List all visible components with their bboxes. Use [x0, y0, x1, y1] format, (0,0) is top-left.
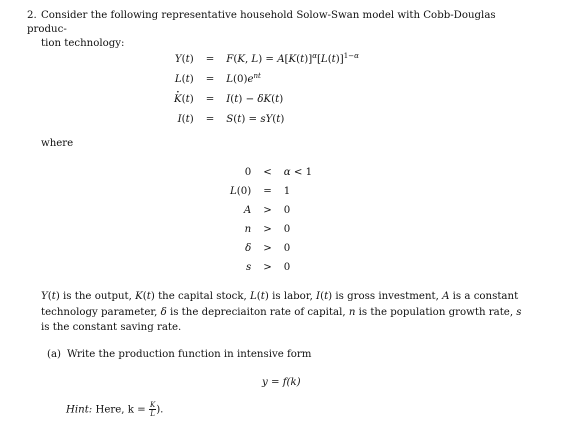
parameter-conditions — [224, 163, 318, 277]
condition-relation: > — [263, 261, 272, 273]
part-a-question — [47, 348, 311, 362]
condition-lhs: L(0) — [230, 185, 252, 197]
model-equation-row — [168, 70, 365, 90]
condition-rhs: 0 — [283, 204, 291, 216]
fraction-numerator: K — [149, 401, 156, 409]
parameter-condition-row — [224, 163, 318, 182]
condition-relation: = — [263, 185, 272, 197]
parameter-condition-row — [224, 239, 318, 258]
parameter-condition-row — [224, 258, 318, 277]
hint-label: Hint: — [66, 404, 93, 416]
condition-relation: > — [263, 204, 272, 216]
equation-relation: = — [205, 74, 215, 86]
problem-number: 2. — [27, 10, 37, 21]
equation-lhs: Y(t) — [174, 54, 194, 66]
variable-definitions: Y(t) is the output, K(t) the capital stock, L(t) is labor, I(t) is gross investment, A is a constant technology parameter, δ is the depreciaiton rate of capital, n is the population growth rate, s is the constant saving rate. — [41, 291, 522, 334]
model-equation-row — [168, 90, 365, 110]
condition-rhs: 0 — [283, 242, 291, 254]
equation-rhs: S(t) = sY(t) — [226, 114, 285, 126]
hint-text-suffix: ). — [156, 404, 164, 416]
equation-lhs: · K(t) — [168, 90, 200, 110]
condition-lhs: s — [245, 261, 252, 273]
model-equations — [168, 50, 365, 130]
part-a-text: Write the production function in intensive form — [67, 349, 312, 360]
condition-lhs: 0 — [244, 166, 252, 178]
equation-relation: = — [205, 54, 215, 66]
model-equation-row — [168, 110, 365, 130]
equation-rhs: $L(0)e^{nt}$ — [226, 72, 261, 86]
condition-relation: > — [263, 223, 272, 235]
condition-lhs: A — [243, 204, 252, 216]
equation-lhs: L(t) — [174, 74, 194, 86]
hint — [66, 401, 163, 418]
fraction-denominator: L — [150, 410, 155, 418]
where-label: where — [41, 138, 74, 149]
condition-relation: < — [263, 166, 272, 178]
condition-lhs: δ — [245, 242, 252, 254]
problem-intro-line2: tion technology: — [41, 37, 125, 49]
equation-relation: = — [205, 114, 215, 126]
parameter-condition-row — [224, 201, 318, 220]
intensive-form-equation: y = f(k) — [262, 377, 301, 388]
model-equation-row — [168, 50, 365, 70]
condition-rhs: 0 — [283, 261, 291, 273]
part-a-label: (a) — [47, 349, 62, 360]
parameter-condition-row — [224, 220, 318, 239]
problem-statement — [27, 9, 537, 50]
equation-rhs: F(K, $L) = A[K(t)]^\alpha[L(t)]^{1-\alpha}$ — [226, 52, 359, 66]
equation-lhs: I(t) — [177, 114, 194, 126]
problem-intro-line1: Consider the following representative household Solow-Swan model with Cobb-Douglas produc- — [27, 10, 496, 35]
condition-rhs: 0 — [283, 223, 291, 235]
equation-rhs: I(t) − δK(t) — [226, 94, 284, 106]
condition-lhs: n — [244, 223, 252, 235]
hint-text-prefix: Here, k = — [95, 404, 149, 416]
equation-relation: = — [205, 94, 215, 106]
parameter-condition-row — [224, 182, 318, 201]
condition-rhs: α < 1 — [283, 166, 313, 178]
condition-rhs: 1 — [283, 185, 291, 197]
condition-relation: > — [263, 242, 272, 254]
